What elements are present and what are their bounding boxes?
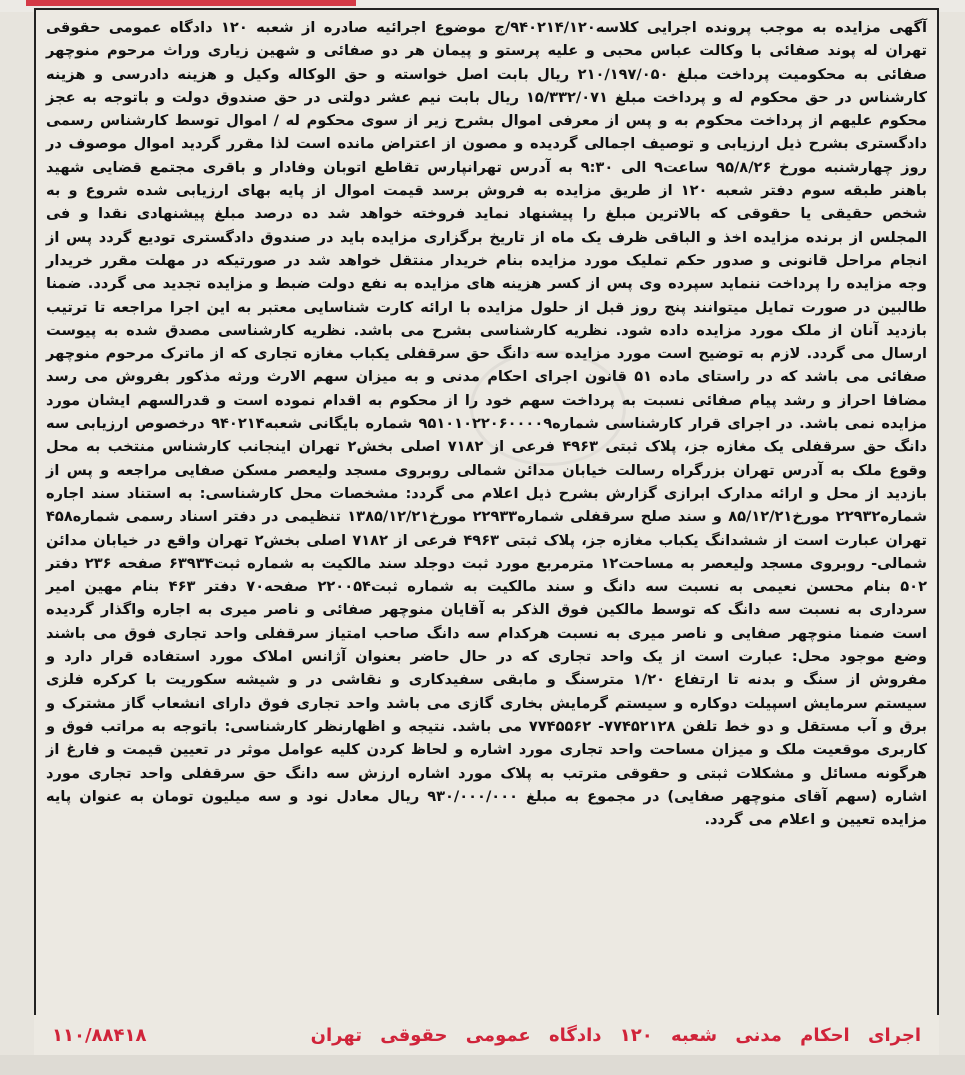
notice-code: ۱۱۰/۸۸۴۱۸: [52, 1024, 147, 1046]
auction-notice: [34, 8, 939, 1053]
top-red-bar: [26, 0, 356, 6]
notice-footer: [34, 1015, 939, 1055]
bottom-margin: [0, 1055, 965, 1075]
notice-body-text: آگهی مزایده به موجب پرونده اجرایی کلاسه۹۴۰۲۱۴/۱۲۰/ج موضوع اجرائیه صادره از شعبه ۱۲۰ دادگاه عمومی حقوقی تهران له پوند صفائی با وکالت عباس محبی و علیه پرستو و پیمان هر دو صفائی و شهین زیاری وراث مرحوم منوچهر صفائی به محکومیت پرداخت مبلغ ۲۱۰/۱۹۷/۰۵۰ ریال بابت اصل خواسته و حق الوکاله وکیل و هزینه دادرسی و هزینه کارشناس در حق محکوم له و پرداخت مبلغ ۱۵/۳۳۲/۰۷۱ ریال بابت نیم عشر دولتی در حق صندوق دولت و باتوجه به عجز محکوم علیهم از پرداخت محکوم به و پس از معرفی اموال بشرح زیر از سوی محکوم له / اموال توسط کارشناس رسمی دادگستری بشرح ذیل ارزیابی و توصیف اجمالی گردیده و مصون از اعتراض مانده است لذا مقرر گردید اموال موصوف در روز چهارشنبه مورخ ۹۵/۸/۲۶ ساعت۹ الی ۹:۳۰ به آدرس تهرانپارس تقاطع اتوبان وفادار و باقری مجتمع قضایی شهید باهنر طبقه سوم دفتر شعبه ۱۲۰ از طریق مزایده به فروش برسد قیمت اموال از پایه بهای ارزیابی شده شروع و به شخص حقیقی یا حقوقی که بالاترین مبلغ را پیشنهاد نماید فروخته خواهد شد ده درصد مبلغ پیشنهادی نقدا و فی المجلس از برنده مزایده اخذ و الباقی ظرف یک ماه از تاریخ برگزاری مزایده باید در صندوق دادگستری تودیع گردد پس از انجام مراحل قانونی و صدور حکم تملیک مورد مزایده بنام خریدار منتقل خواهد شد در صورتیکه در مهلت مقرر خریدار وجه مزایده را پرداخت ننماید سپرده وی پس از کسر هزینه های مزایده به نفع دولت ضبط و مزایده تجدید می گردد. ضمنا طالبین در صورت تمایل میتوانند پنج روز قبل از حلول مزایده با ارائه کارت شناسایی معتبر به این اجرا مراجعه تا ترتیب بازدید آنان از ملک مورد مزایده داده شود. نظریه کارشناسی بشرح می باشد. نظریه کارشناسی مصدق شده به پیوست ارسال می گردد. لازم به توضیح است مورد مزایده سه دانگ حق سرقفلی یکباب مغازه تجاری که از ماترک مرحوم منوچهر صفائی می باشد که در راستای ماده ۵۱ قانون اجرای احکام مدنی و به میزان سهم الارث ورثه مذکور بفروش می رسد مضافا احراز و رشد پیام صفائی نسبت به پرداخت سهم خود را از محکوم به اقدام نموده است و قدرالسهم ایشان مورد مزایده نمی باشد. در اجرای قرار کارشناسی شماره۹۵۱۰۱۰۲۲۰۶۰۰۰۰۹ شماره بایگانی شعبه۹۴۰۲۱۴ درخصوص ارزیابی سه دانگ حق سرقفلی یک مغازه جز، پلاک ثبتی ۴۹۶۳ فرعی از ۷۱۸۲ اصلی بخش۲ تهران اینجانب کارشناس منتخب به محل وقوع ملک به آدرس تهران بزرگراه رسالت خیابان مدائن شمالی روبروی مسجد ولیعصر مسکن صفایی مراجعه و پس از بازدید از محل و ارائه مدارک ابرازی گزارش بشرح ذیل اعلام می گردد: مشخصات محل کارشناسی: به استناد سند اجاره شماره۲۲۹۳۲ مورخ۸۵/۱۲/۲۱ و سند صلح سرقفلی شماره۲۲۹۳۳ مورخ۱۳۸۵/۱۲/۲۱ تنظیمی در دفتر اسناد رسمی شماره۴۵۸ تهران عبارت است از ششدانگ یکباب مغازه جز، پلاک ثبتی ۴۹۶۳ فرعی از ۷۱۸۲ اصلی بخش۲ تهران واقع در خیابان مدائن شمالی- روبروی مسجد ولیعصر به مساحت۱۲ مترمربع مورد ثبت دوجلد سند مالکیت به شماره ثبت۶۳۹۳۴ صفحه ۲۳۶ دفتر ۵۰۲ بنام محسن نعیمی به نسبت سه دانگ و سند مالکیت به شماره ثبت۲۲۰۰۵۴ صفحه۷۰ دفتر ۴۶۳ بنام مهین امیر سرداری به نسبت سه دانگ که توسط مالکین فوق الذکر به آقایان منوچهر صفائی و ناصر میری به اجاره واگذار گردیده است ضمنا منوچهر صفایی و ناصر میری به نسبت هرکدام سه دانگ صاحب امتیاز سرقفلی واحد تجاری فوق می باشند وضع موجود محل: عبارت است از یک واحد تجاری که در حال حاضر بعنوان آژانس املاک مورد استفاده قرار دارد و مفروش از سنگ و بدنه تا ارتفاع ۱/۲۰ مترسنگ و مابقی سفیدکاری و نقاشی در و شیشه سکوریت با کرکره فلزی سیستم سرمایش اسپیلت دوکاره و سیستم گرمایش بخاری گازی می باشد واحد تجاری فوق دارای انشعاب گاز مشترک و برق و آب مستقل و دو خط تلفن ۷۷۴۵۲۱۲۸- ۷۷۴۵۵۶۲ می باشد. نتیجه و اظهارنظر کارشناسی: باتوجه به مراتب فوق و کاربری موقعیت ملک و میزان مساحت واحد تجاری مورد اشاره و لحاظ کردن کلیه عوامل موثر در تعیین قیمت و فارغ از هرگونه مسائل و مشکلات ثبتی و حقوقی مترتب به پلاک مورد اشاره ارزش سه دانگ حق سرقفلی واحد تجاری مورد اشاره (سهم آقای منوچهر صفایی) در مجموع به مبلغ ۹۳۰/۰۰۰/۰۰۰ ریال معادل نود و سه میلیون تومان به عنوان پایه مزایده تعیین و اعلام می گردد.: [46, 19, 928, 829]
issuer-name: اجرای احکام مدنی شعبه ۱۲۰ دادگاه عمومی حقوقی تهران: [310, 1024, 921, 1046]
